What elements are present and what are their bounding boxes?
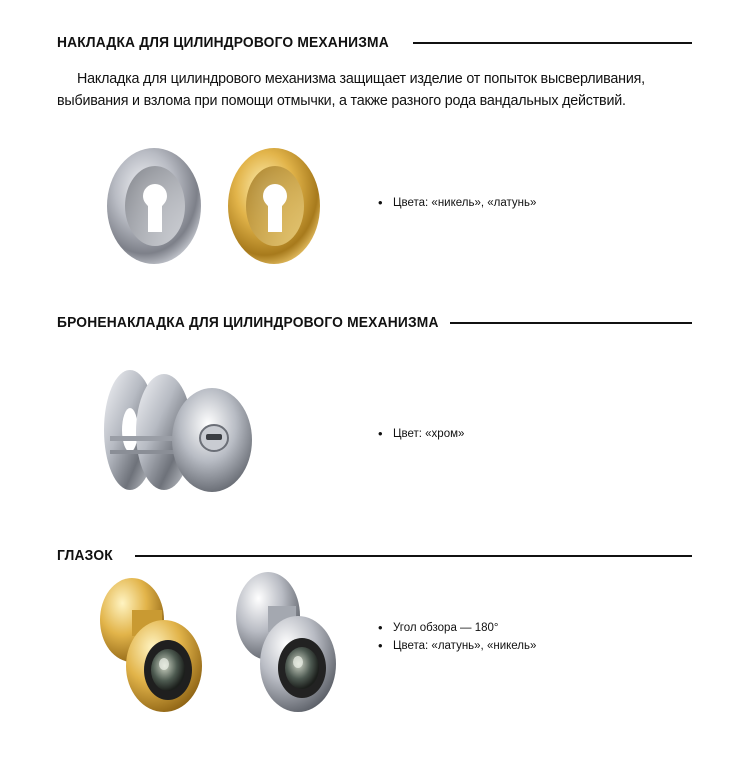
bullet-item: • Угол обзора — 180° — [378, 619, 536, 637]
bullet-item: • Цвета: «латунь», «никель» — [378, 637, 536, 655]
brass-escutcheon-image — [225, 146, 323, 266]
brass-peephole-image — [96, 576, 208, 716]
description-text: Накладка для цилиндрового механизма защищает изделие от попыток высверливания, выбивания и взлома при помощи отмычки, а также разного рода вандальных действий. — [57, 71, 645, 109]
section-divider — [450, 322, 692, 324]
section-title-armored-escutcheon: БРОНЕНАКЛАДКА ДЛЯ ЦИЛИНДРОВОГО МЕХАНИЗМА — [57, 314, 439, 331]
bullet-item: • Цвет: «хром» — [378, 425, 464, 443]
section-description — [57, 68, 697, 112]
armored-escutcheon-image — [100, 366, 260, 516]
section-title-peephole: ГЛАЗОК — [57, 547, 113, 564]
section-divider — [135, 555, 692, 557]
section-divider — [413, 42, 692, 44]
nickel-peephole-image — [230, 570, 342, 716]
nickel-escutcheon-image — [104, 146, 204, 266]
bullet-item: • Цвета: «никель», «латунь» — [378, 194, 536, 212]
peephole-features — [378, 619, 536, 655]
section-title-escutcheon: НАКЛАДКА ДЛЯ ЦИЛИНДРОВОГО МЕХАНИЗМА — [57, 34, 389, 51]
escutcheon-features — [378, 194, 536, 212]
armored-escutcheon-features — [378, 425, 464, 443]
